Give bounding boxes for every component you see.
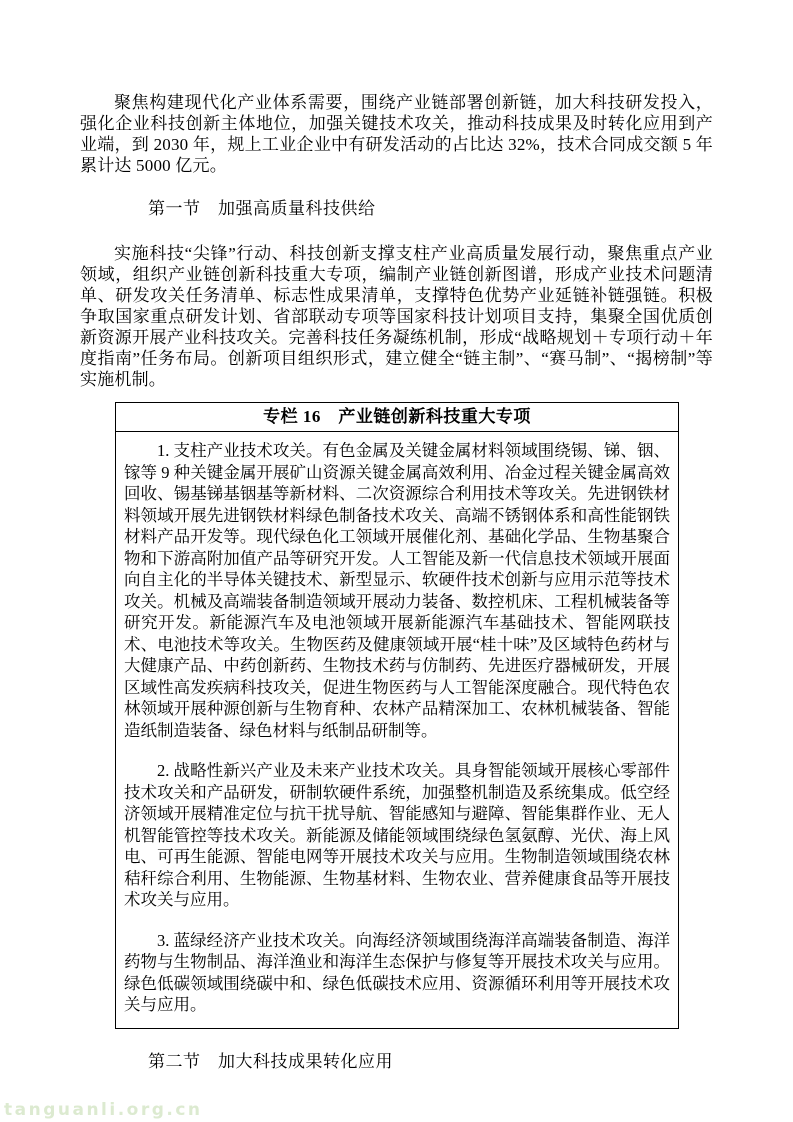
box-item-pillar-industries: 1. 支柱产业技术攻关。有色金属及关键金属材料领域围绕锡、锑、铟、镓等 9 种关键金属开展矿山资源关键金属高效利用、冶金过程关键金属高效回收、锡基锑基铟基等新材料、二次资源综合利用技术等攻关。先进钢铁材料领域开展先进钢铁材料绿色制备技术攻关、高端不锈钢体系和高性能钢铁材料产品开发等。现代绿色化工领域开展催化剂、基础化学品、生物基聚合物和下游高附加值产品等研究开发。人工智能及新一代信息技术领域开展面向自主化的半导体关键技术、新型显示、软硬件技术创新与应用示范等技术攻关。机械及高端装备制造领域开展动力装备、数控机床、工程机械装备等研究开发。新能源汽车及电池领域开展新能源汽车基础技术、智能网联技术、电池技术等攻关。生物医药及健康领域开展“桂十味”及区域特色药材与大健康产品、中药创新药、生物技术药与仿制药、先进医疗器械研发，开展区域性高发疾病科技攻关，促进生物医药与人工智能深度融合。现代特色农林领域开展种源创新与生物育种、农林产品精深加工、农林机械装备、智能造纸制造装备、绿色材料与纸制品研制等。 (124, 441, 670, 740)
watermark-text: tanguanli.org.cn (4, 1100, 203, 1120)
section-2-heading: 第二节 加大科技成果转化应用 (148, 1051, 393, 1071)
column-16-box (115, 402, 679, 1029)
document-content (80, 92, 713, 1072)
box-item-blue-green-economy: 3. 蓝绿经济产业技术攻关。向海经济领域围绕海洋高端装备制造、海洋药物与生物制品、海洋渔业和海洋生态保护与修复等开展技术攻关与应用。绿色低碳领域围绕碳中和、绿色低碳技术应用、资源循环利用等开展技术攻关与应用。 (124, 930, 670, 1014)
column-16-box-body (116, 432, 678, 1028)
section-1-heading: 第一节 加强高质量科技供给 (148, 199, 376, 218)
section-1-body-paragraph: 实施科技“尖锋”行动、科技创新支撑支柱产业高质量发展行动，聚焦重点产业领域，组织产业链创新科技重大专项，编制产业链创新图谱，形成产业技术问题清单、研发攻关任务清单、标志性成果清单，支撑特色优势产业延链补链强链。积极争取国家重点研发计划、省部联动专项等国家科技计划项目支持，集聚全国优质创新资源开展产业科技攻关。完善科技任务凝练机制，形成“战略规划＋专项行动＋年度指南”任务布局。创新项目组织形式，建立健全“链主制”、“赛马制”、“揭榜制”等实施机制。 (80, 244, 713, 389)
column-16-box-title: 专栏 16 产业链创新科技重大专项 (116, 403, 678, 432)
intro-paragraph: 聚焦构建现代化产业体系需要，围绕产业链部署创新链，加大科技研发投入，强化企业科技创新主体地位，加强关键技术攻关，推动科技成果及时转化应用到产业端，到 2030 年，规上工业企业中有研发活动的占比达 32%，技术合同成交额 5 年累计达 5000 亿元。 (80, 93, 713, 175)
box-item-strategic-emerging-industries: 2. 战略性新兴产业及未来产业技术攻关。具身智能领域开展核心零部件技术攻关和产品研发，研制软硬件系统，加强整机制造及系统集成。低空经济领域开展精准定位与抗干扰导航、智能感知与避障、智能集群作业、无人机智能管控等技术攻关。新能源及储能领域围绕绿色氢氨醇、光伏、海上风电、可再生能源、智能电网等开展技术攻关与应用。生物制造领域围绕农林秸秆综合利用、生物能源、生物基材料、生物农业、营养健康食品等开展技术攻关与应用。 (124, 761, 670, 909)
